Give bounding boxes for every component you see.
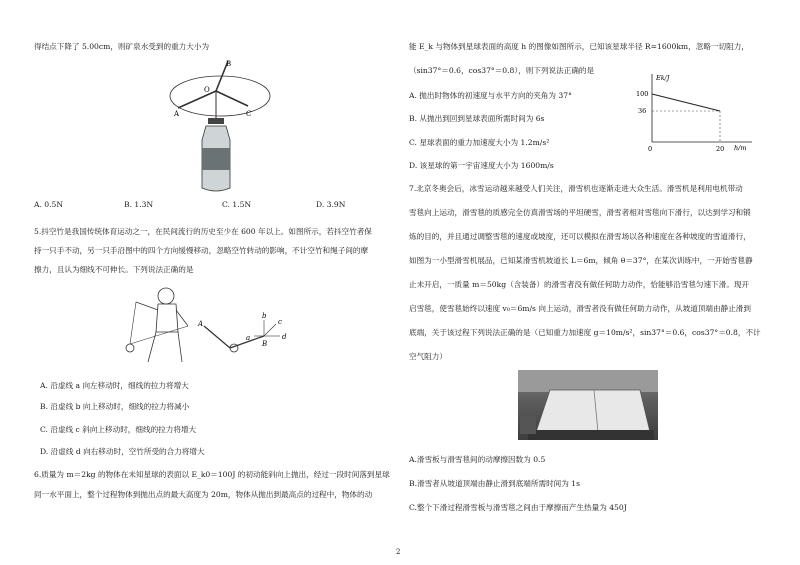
q7-option-b: B.滑雪者从坡道顶端由静止滑到底端所需时间为 1s xyxy=(409,479,581,488)
q7-line-4: 如图为一小型滑雪机展品，已知某滑雪机坡道长 L＝6m，倾角 θ＝37°，在某次训练中，一开始雪毯静 xyxy=(409,256,753,265)
graph-y-tick-36: 36 xyxy=(638,107,647,115)
q4-tail-text: 得结点下降了 5.00cm，则矿泉水受到的重力大小为 xyxy=(34,42,210,51)
q4-figure-bottle xyxy=(168,58,278,198)
page-number: 2 xyxy=(396,548,401,556)
q5-option-b: B. 沿虚线 b 向上移动时，细线的拉力将减小 xyxy=(40,402,190,411)
q5-line-1: 5.抖空竹是我国传统体育运动之一，在民间流行的历史至少在 600 年以上。如图所示，若抖空竹者保 xyxy=(34,227,372,236)
ski-machine-photo xyxy=(518,370,658,440)
q6-option-a: A. 抛出时物体的初速度与水平方向的夹角为 37° xyxy=(409,91,572,100)
q5-label-a-dir: a xyxy=(246,334,251,342)
q4-option-a: A. 0.5N xyxy=(34,200,64,209)
q6-line-1: 6.质量为 m＝2kg 的物体在未知星球的表面以 E_k0＝100J 的初动能斜向上抛出，经过一段时间落到星球 xyxy=(34,470,390,479)
q7-line-6: 启雪毯，使雪毯始终以速度 v₀＝6m/s 向上运动，滑雪者没有做任何助力动作，从坡道顶端由静止滑到 xyxy=(409,304,751,313)
graph-y-tick-100: 100 xyxy=(636,90,649,98)
q5-figure-person xyxy=(118,282,198,372)
q6-cont-line-1: 能 E_k 与物体到星球表面的高度 h 的图像如图所示，已知该星球半径 R=1600km，忽略一切阻力， xyxy=(409,42,749,51)
q6-option-b: B. 从抛出到回到星球表面所需时间为 6s xyxy=(409,114,545,123)
q7-line-8: 空气阻力） xyxy=(409,352,447,361)
q7-line-3: 炼的目的，并且通过调整雪毯的速度或坡度，还可以模拟在滑雪场以各种速度在各种坡度的雪道滑行， xyxy=(409,232,751,241)
graph-x-tick-20: 20 xyxy=(716,145,725,153)
q6-ek-h-graph xyxy=(630,70,760,155)
graph-x-label: h/m xyxy=(734,144,747,152)
q7-line-2: 雪毯向上运动，滑雪毯的质感完全仿真滑雪场的平坦硬雪，滑雪者相对雪毯向下滑行，以达到学习和锻 xyxy=(409,208,751,217)
q4-option-b: B. 1.3N xyxy=(124,200,154,209)
q4-label-b: B xyxy=(226,60,232,68)
q4-label-a: A xyxy=(174,110,180,118)
q6-option-c: C. 星球表面的重力加速度大小为 1.2m/s² xyxy=(409,138,550,147)
q4-option-d: D. 3.9N xyxy=(316,200,346,209)
q4-label-o: O xyxy=(204,86,210,94)
q5-option-d: D. 沿虚线 d 向右移动时，空竹所受的合力将增大 xyxy=(40,447,205,456)
q5-label-d-dir: d xyxy=(282,333,287,341)
q5-label-b-point: B xyxy=(262,340,268,348)
graph-x-tick-0: 0 xyxy=(648,145,653,153)
q5-line-2: 持一只手不动，另一只手沿图中的四个方向缓慢移动，忽略空竹转动的影响，不计空竹和绳子间的摩 xyxy=(34,246,369,255)
q5-line-3: 擦力，且认为细线不可伸长。下列说法正确的是 xyxy=(34,265,194,274)
q5-option-c: C. 沿虚线 c 斜向上移动时，细线的拉力将增大 xyxy=(40,425,197,434)
q4-label-c: C xyxy=(246,110,252,118)
q5-label-b-dir: b xyxy=(262,312,267,320)
q5-label-a-point: A xyxy=(198,320,204,328)
q6-option-d: D. 该星球的第一宇宙速度大小为 1600m/s xyxy=(409,161,554,170)
q7-line-7: 底端，关于该过程下列说法正确的是（已知重力加速度 g＝10m/s²，sin37°＝0.6，cos37°＝0.8，不计 xyxy=(409,328,761,337)
q7-option-a: A.滑雪板与滑雪毯间的动摩擦因数为 0.5 xyxy=(409,455,546,464)
q6-line-2: 同一水平面上，整个过程物体到抛出点的最大高度为 20m，物体从抛出到最高点的过程中，物体的动 xyxy=(34,490,373,499)
graph-y-label: Ek/J xyxy=(656,74,670,82)
q7-option-c: C.整个下滑过程滑雪板与滑雪毯之间由于摩擦而产生热量为 450J xyxy=(409,503,627,512)
q7-line-5: 止未开启，一质量 m＝50kg（含装备）的滑雪者没有做任何助力动作，恰能够沿雪毯匀速下滑。现开 xyxy=(409,280,750,289)
q4-option-c: C. 1.5N xyxy=(222,200,252,209)
q5-option-a: A. 沿虚线 a 向左移动时，细线的拉力将增大 xyxy=(40,381,189,390)
q5-label-c-dir: c xyxy=(278,318,282,326)
q6-cont-line-2: （sin37°＝0.6，cos37°＝0.8），则下列说法正确的是 xyxy=(409,66,595,75)
q5-figure-diagram xyxy=(196,310,306,360)
q7-line-1: 7.北京冬奥会后，冰雪运动越来越受人们关注，滑雪机也逐渐走进大众生活。滑雪机是利用电机带动 xyxy=(409,184,743,193)
